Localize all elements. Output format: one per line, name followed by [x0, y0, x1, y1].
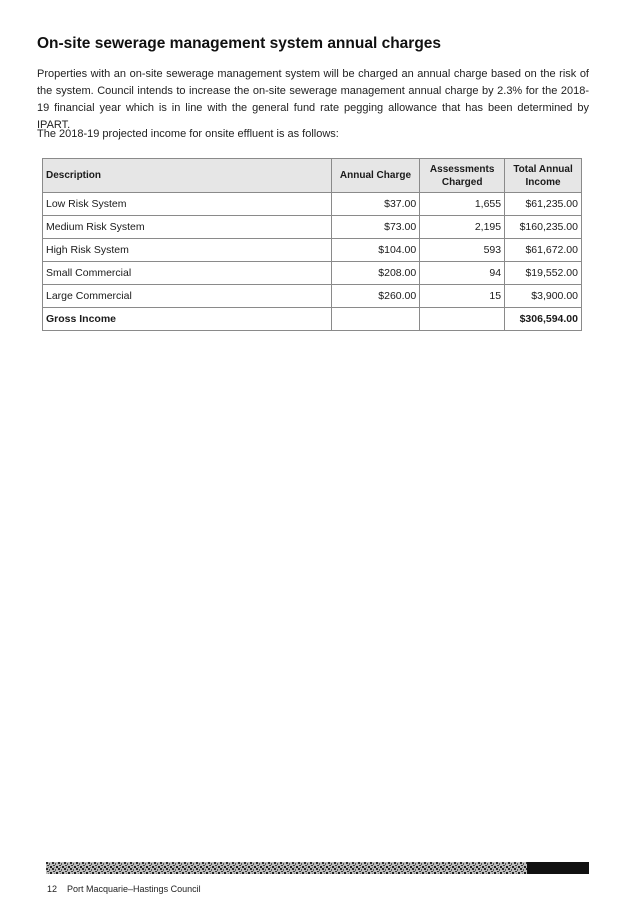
header-description: Description: [43, 159, 332, 193]
row-annual-charge: $104.00: [331, 239, 420, 262]
row-description: High Risk System: [43, 239, 332, 262]
row-assessments: 2,195: [420, 216, 505, 239]
row-total: $3,900.00: [505, 285, 582, 308]
table-row: [43, 285, 582, 308]
row-description: Medium Risk System: [43, 216, 332, 239]
header-assessments-charged: Assessments Charged: [420, 159, 505, 193]
income-intro-paragraph: The 2018-19 projected income for onsite effluent is as follows:: [37, 128, 339, 140]
gross-income-total: $306,594.00: [505, 308, 582, 331]
row-total: $61,672.00: [505, 239, 582, 262]
page-number: 12: [47, 884, 58, 894]
row-assessments: 593: [420, 239, 505, 262]
page-footer: [47, 884, 211, 894]
table-row: [43, 239, 582, 262]
row-description: Large Commercial: [43, 285, 332, 308]
gross-income-assessments-empty: [420, 308, 505, 331]
table-row: [43, 262, 582, 285]
gross-income-label: Gross Income: [43, 308, 332, 331]
row-annual-charge: $73.00: [331, 216, 420, 239]
section-heading: On-site sewerage management system annual charges: [37, 35, 442, 52]
intro-paragraph: Properties with an on-site sewerage management system will be charged an annual charge based on the risk of the system. Council intends to increase the on-site sewerage management annual charge by 2.3% for the 2018-19 financial year which is in line with the general fund rate pegging allowance that has been determined by IPART.: [37, 68, 589, 131]
row-annual-charge: $37.00: [331, 193, 420, 216]
footer-decorative-bar: [46, 862, 589, 874]
gross-income-charge-empty: [331, 308, 420, 331]
row-total: $160,235.00: [505, 216, 582, 239]
table-row: [43, 193, 582, 216]
header-total-annual-income: Total Annual Income: [505, 159, 582, 193]
gross-income-row: [43, 308, 582, 331]
row-description: Low Risk System: [43, 193, 332, 216]
charges-table: [42, 158, 582, 331]
row-assessments: 94: [420, 262, 505, 285]
footer-organisation: Port Macquarie–Hastings Council: [67, 884, 201, 894]
header-annual-charge: Annual Charge: [331, 159, 420, 193]
row-total: $19,552.00: [505, 262, 582, 285]
row-description: Small Commercial: [43, 262, 332, 285]
row-assessments: 15: [420, 285, 505, 308]
row-annual-charge: $260.00: [331, 285, 420, 308]
row-annual-charge: $208.00: [331, 262, 420, 285]
table-row: [43, 216, 582, 239]
table-header-row: [43, 159, 582, 193]
row-assessments: 1,655: [420, 193, 505, 216]
row-total: $61,235.00: [505, 193, 582, 216]
